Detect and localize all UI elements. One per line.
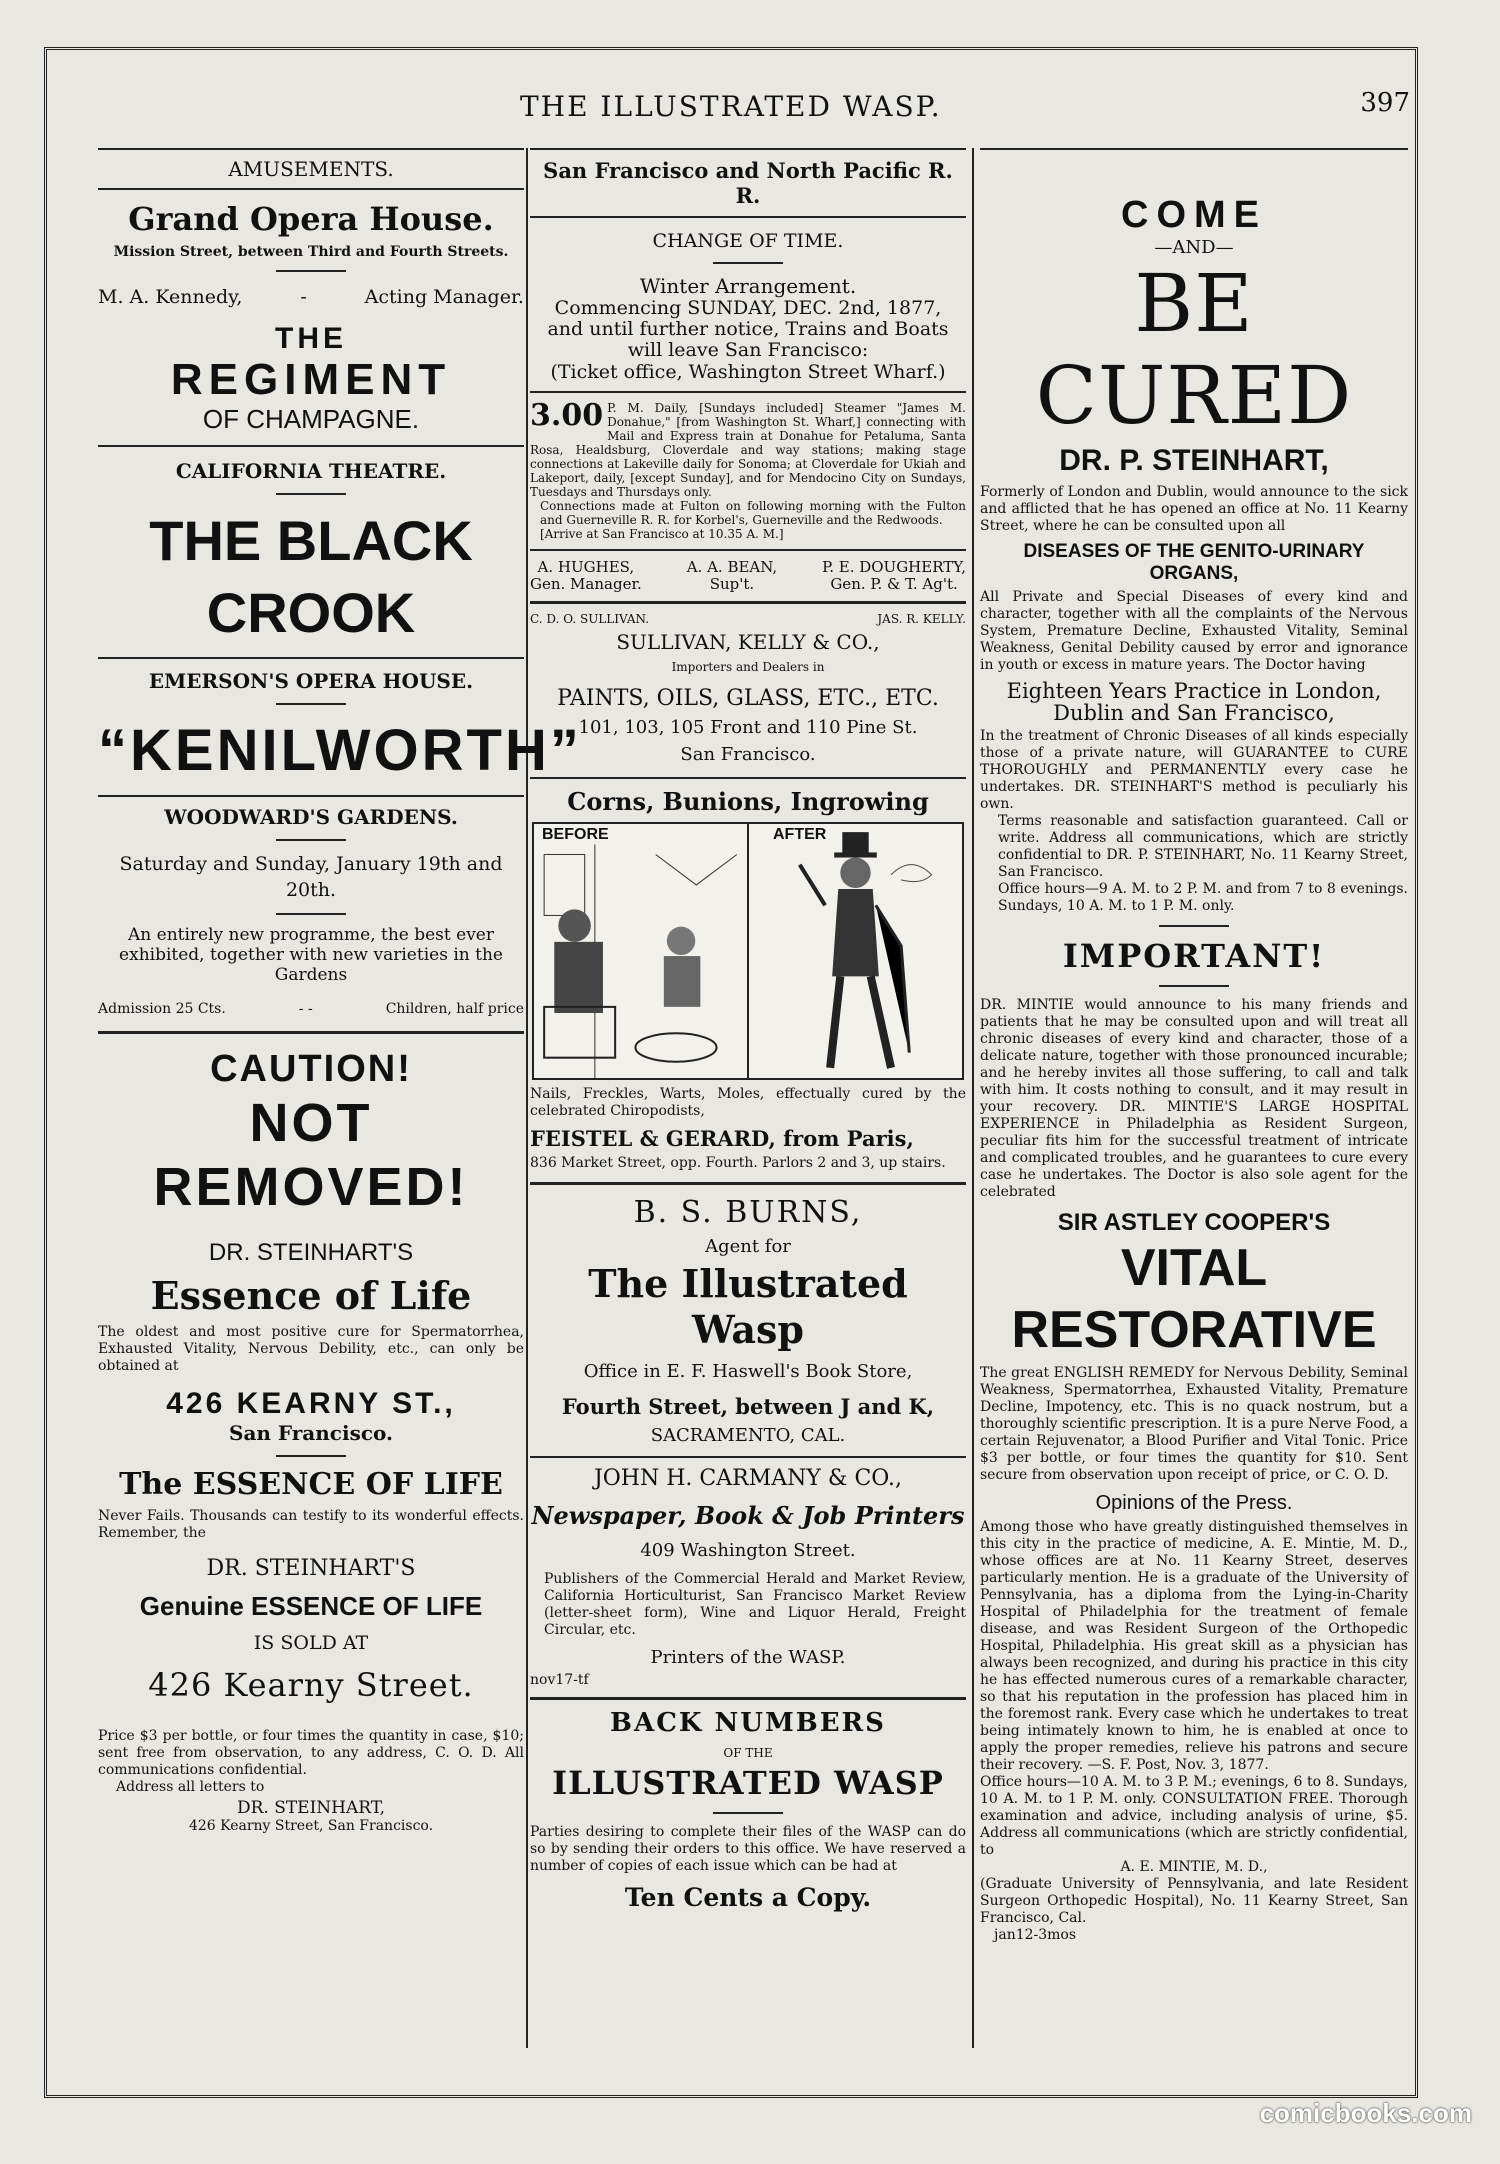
carmany-address: 409 Washington Street. — [640, 1540, 856, 1561]
schedule-text: P. M. Daily, [Sundays included] Steamer "James M. Donahue," [from Washington St. Wharf,] connecting with Mail and Express train at Donahue for Petaluma, Santa Rosa, Healdsburg, Cloverdale and way stations; making stage connections at Lakeville daily for Sonoma; at Cloverdale for Ukiah and Lakeport, daily, [except Sunday], and for Mendocino City on Sundays, Tuesdays and Thursdays only. — [530, 401, 966, 499]
page-number: 397 — [1360, 88, 1410, 118]
diseases-heading: DISEASES OF THE GENITO-URINARY ORGANS, — [1023, 541, 1365, 584]
price-text: Price $3 per bottle, or four times the quantity in case, $10; sent free from observation, to any address, C. O. D. All communications confidential. — [98, 1728, 524, 1778]
page-header — [100, 84, 1410, 124]
importers-label: Importers and Dealers in — [671, 660, 825, 674]
before-scene-image — [534, 824, 747, 1078]
address-all-letters: Address all letters to — [116, 1779, 265, 1795]
dr-steinhart-heading: DR. P. STEINHART, — [1059, 444, 1329, 477]
paints-line: PAINTS, OILS, GLASS, ETC., ETC. — [557, 686, 939, 711]
after-scene-image — [749, 824, 962, 1078]
change-of-time: CHANGE OF TIME. — [652, 230, 844, 252]
great-english-text: The great ENGLISH REMEDY for Nervous Debility, Seminal Weakness, Spermatorrhea, Exhausted Vitality, Premature Decline, Impotency, etc. This is no quack nostrum, but a thoroughly scientific prescription. It is a pure Nerve Food, a certain Rejuvenator, a Blood Purifier and Vital Tonic. Price $3 per bottle, or four times the quantity for $10. Sent secure from observation upon receipt of price, or C. O. D. — [980, 1365, 1408, 1483]
after-panel — [749, 824, 962, 1078]
schedule-block — [530, 398, 966, 499]
signature-address: 426 Kearny Street, San Francisco. — [188, 1818, 434, 1834]
feistel-address: 836 Market Street, opp. Fourth. Parlors 2 and 3, up stairs. — [530, 1155, 946, 1171]
office-hours-2: Office hours—10 A. M. to 3 P. M.; evenings, 6 to 8. Sundays, 10 A. M. to 1 P. M. only. CONSULTATION FREE. Thorough examination and advice, including analysis of urine, $5. Address all communications (which are strictly confidential, to — [980, 1774, 1408, 1858]
ten-cents: Ten Cents a Copy. — [624, 1883, 872, 1912]
burns-title: B. S. BURNS, — [633, 1195, 863, 1230]
commencing-text: Commencing SUNDAY, DEC. 2nd, 1877, and until further notice, Trains and Boats will leave San Francisco: — [547, 297, 949, 361]
column-rule-1 — [526, 148, 528, 2048]
never-fails-text: Never Fails. Thousands can testify to its wonderful effects. Remember, the — [98, 1508, 524, 1541]
come-heading: COME — [1121, 194, 1267, 236]
essence-description: The oldest and most positive cure for Spermatorrhea, Exhausted Vitality, Nervous Debility, etc., can only be obtained at — [98, 1324, 524, 1374]
regiment-title: REGIMENT — [170, 355, 452, 404]
arrival-time: [Arrive at San Francisco at 10.35 A. M.] — [540, 527, 784, 541]
sullivan-partners: C. D. O. SULLIVAN. JAS. R. KELLY. — [530, 612, 966, 626]
woodwards-gardens: WOODWARD'S GARDENS. — [164, 805, 458, 829]
column-medical — [980, 148, 1408, 2048]
woodwards-dates: Saturday and Sunday, January 19th and 20th. — [119, 853, 503, 901]
grand-opera-house-address: Mission Street, between Third and Fourth Streets. — [113, 244, 509, 260]
woodwards-programme: An entirely new programme, the best ever exhibited, together with new varieties in the Gardens — [119, 925, 503, 985]
not-removed-heading: NOT REMOVED! — [153, 1093, 469, 1217]
after-label: AFTER — [773, 826, 827, 843]
terms-text: Terms reasonable and satisfaction guaranteed. Call or write. Address all communications, which are strictly confidential to DR. P. STEINHART, No. 11 Kearny Street, San Francisco. — [998, 813, 1408, 880]
vital-restorative: VITAL RESTORATIVE — [1011, 1239, 1377, 1359]
agent-for: Agent for — [705, 1236, 791, 1257]
press-opinion: Among those who have greatly distinguished themselves in this city in the practice of medicine, A. E. Mintie, M. D., whose offices are at No. 11 Kearny Street, deserves particularly mention. He is a graduate of the University of Pennsylvania, has a diploma from the Lying-in-Charity Hospital of Philadelphia for the treatment of female disease, and was Resident Surgeon of the Orthopedic Hospital, Philadelphia. His great skill as a physician has always been recognized, and during his practice in this city he has effected numerous cures of a remarkable character, so that his reputation in the profession has placed him in the foremost rank. Every case which he undertakes to treat being intimately known to him, he is enabled at once to apply the proper remedies, relieve his patrons and secure their recovery. —S. F. Post, Nov. 3, 1877. — [980, 1519, 1408, 1773]
of-the-label: OF THE — [723, 1746, 773, 1760]
railroad-officers — [530, 559, 966, 593]
signature-name: DR. STEINHART, — [236, 1798, 386, 1818]
sold-at-label: IS SOLD AT — [253, 1632, 369, 1654]
back-numbers-wasp: ILLUSTRATED WASP — [552, 1764, 944, 1802]
back-numbers-text: Parties desiring to complete their files of the WASP can do so by sending their orders to this office. We have reserved a number of copies of each issue which can be had at — [530, 1824, 966, 1874]
genuine-essence: Genuine ESSENCE OF LIFE — [139, 1591, 483, 1621]
column-rule-2 — [972, 148, 974, 2048]
kenilworth-title: “KENILWORTH” — [98, 718, 582, 783]
caution-heading: CAUTION! — [210, 1048, 412, 1090]
fulton-connection: Connections made at Fulton on following morning with the Fulton and Guerneville R. R. for Korbel's, Guerneville and the Redwoods. — [540, 499, 966, 527]
california-theatre: CALIFORNIA THEATRE. — [175, 459, 447, 483]
formerly-text: Formerly of London and Dublin, would announce to the sick and afflicted that he has opened an office at No. 11 Kearny Street, where he can be consulted upon all — [980, 484, 1408, 534]
of-champagne: OF CHAMPAGNE. — [202, 404, 420, 434]
railroad-title: San Francisco and North Pacific R. R. — [543, 158, 953, 208]
watermark: comicbooks.com — [1259, 2098, 1472, 2128]
feistel-gerard: FEISTEL & GERARD, from Paris, — [530, 1126, 914, 1151]
amusements-heading: AMUSEMENTS. — [228, 157, 394, 181]
mintie-signature: A. E. MINTIE, M. D., — [1120, 1859, 1268, 1875]
sullivan-sf: San Francisco. — [680, 744, 816, 765]
be-cured-heading: BE CURED — [1035, 257, 1353, 442]
nov-code: nov17-tf — [530, 1672, 589, 1688]
opinions-heading: Opinions of the Press. — [1095, 1492, 1293, 1514]
sullivan-kelly-title: SULLIVAN, KELLY & CO., — [616, 630, 880, 654]
before-after-illustration — [532, 822, 964, 1080]
and-separator: —AND— — [1154, 237, 1234, 258]
essence-of-life-title: Essence of Life — [150, 1273, 472, 1318]
officer-bean: A. A. BEAN, Sup't. — [686, 558, 778, 593]
kearny-address: 426 KEARNY ST., — [166, 1387, 456, 1420]
san-francisco-label: San Francisco. — [229, 1421, 393, 1445]
officer-dougherty: P. E. DOUGHERTY, Gen. P. & T. Ag't. — [822, 558, 966, 593]
corns-heading: Corns, Bunions, Ingrowing — [567, 787, 929, 816]
nails-text: Nails, Freckles, Warts, Moles, effectually cured by the celebrated Chiropodists, — [530, 1086, 966, 1119]
printers-of-wasp: Printers of the WASP. — [650, 1647, 846, 1668]
treatment-text: In the treatment of Chronic Diseases of all kinds especially those of a private nature, will GUARANTEE to CURE THOROUGHLY and PERMANENTLY every case he undertakes. DR. STEINHART'S method is peculiarly his own. — [980, 728, 1408, 812]
eighteen-years: Eighteen Years Practice in London, Dublin and San Francisco, — [1006, 679, 1382, 725]
before-label: BEFORE — [542, 826, 609, 843]
grand-opera-house-title: Grand Opera House. — [128, 200, 494, 238]
publication-title: THE ILLUSTRATED WASP. — [520, 90, 942, 123]
column-business — [530, 148, 966, 2048]
job-printers: Newspaper, Book & Job Printers — [531, 1501, 965, 1530]
back-numbers: BACK NUMBERS — [610, 1708, 886, 1738]
illustrated-wasp-title: The Illustrated Wasp — [588, 1261, 908, 1352]
black-crook-title: THE BLACK CROOK — [149, 509, 473, 644]
kearny-address-2: 426 Kearny Street. — [148, 1666, 474, 1704]
departure-time: 3.00 — [530, 398, 604, 433]
carmany-publishers: Publishers of the Commercial Herald and Market Review, California Horticulturist, San Francisco Market Review (letter-sheet form), Wine and Liquor Herald, Freight Circular, etc. — [544, 1571, 966, 1638]
woodwards-admission: Admission 25 Cts. - - Children, half price — [98, 1001, 524, 1017]
graduate-text: (Graduate University of Pennsylvania, and late Resident Surgeon Orthopedic Hospital), No. 11 Kearny Street, San Francisco, Cal. — [980, 1876, 1408, 1926]
ticket-office: (Ticket office, Washington Street Wharf.) — [550, 361, 946, 383]
fourth-street: Fourth Street, between J and K, — [561, 1394, 935, 1419]
dr-steinharts-label-2: DR. STEINHART'S — [206, 1556, 416, 1581]
jan-code: jan12-3mos — [994, 1927, 1077, 1943]
haswell-office: Office in E. F. Haswell's Book Store, — [583, 1361, 913, 1382]
all-private-text: All Private and Special Diseases of every kind and character, together with all the complaints of the Nervous System, Premature Decline, Exhausted Vitality, Seminal Weakness, Genital Debility caused by error and ignorance in youth or excess in mature years. The Doctor having — [980, 589, 1408, 673]
winter-arrangement: Winter Arrangement. — [639, 274, 857, 298]
officer-hughes: A. HUGHES, Gen. Manager. — [530, 558, 642, 593]
astley-cooper: SIR ASTLEY COOPER'S — [1057, 1209, 1331, 1236]
mintie-text: DR. MINTIE would announce to his many friends and patients that he may be consulted upon and will treat all chronic diseases of every kind and character, those of a delicate nature, together with those pronounced incurable; and he hereby invites all those suffering, to call and talk with him. It costs nothing to consult, and it may result in your recovery. DR. MINTIE'S LARGE HOSPITAL EXPERIENCE in Philadelphia as Resident Surgeon, peculiar fits him for the successful treatment of intricate and complicated troubles, and he guarantees to cure every case he undertakes. The Doctor is also sole agent for the celebrated — [980, 997, 1408, 1200]
office-hours: Office hours—9 A. M. to 2 P. M. and from 7 to 8 evenings. Sundays, 10 A. M. to 1 P. M. only. — [998, 881, 1408, 914]
the-label: THE — [275, 322, 347, 355]
grand-opera-house-manager: M. A. Kennedy, - Acting Manager. — [98, 286, 524, 308]
before-panel — [534, 824, 749, 1078]
front-street: 101, 103, 105 Front and 110 Pine St. — [578, 717, 918, 738]
emersons-opera-house: EMERSON'S OPERA HOUSE. — [148, 669, 474, 693]
essence-of-life-subtitle: The ESSENCE OF LIFE — [119, 1467, 503, 1502]
important-heading: IMPORTANT! — [1062, 937, 1326, 975]
dr-steinharts-label: DR. STEINHART'S — [208, 1239, 414, 1266]
sacramento: SACRAMENTO, CAL. — [650, 1425, 846, 1446]
carmany-title: JOHN H. CARMANY & CO., — [593, 1466, 903, 1491]
